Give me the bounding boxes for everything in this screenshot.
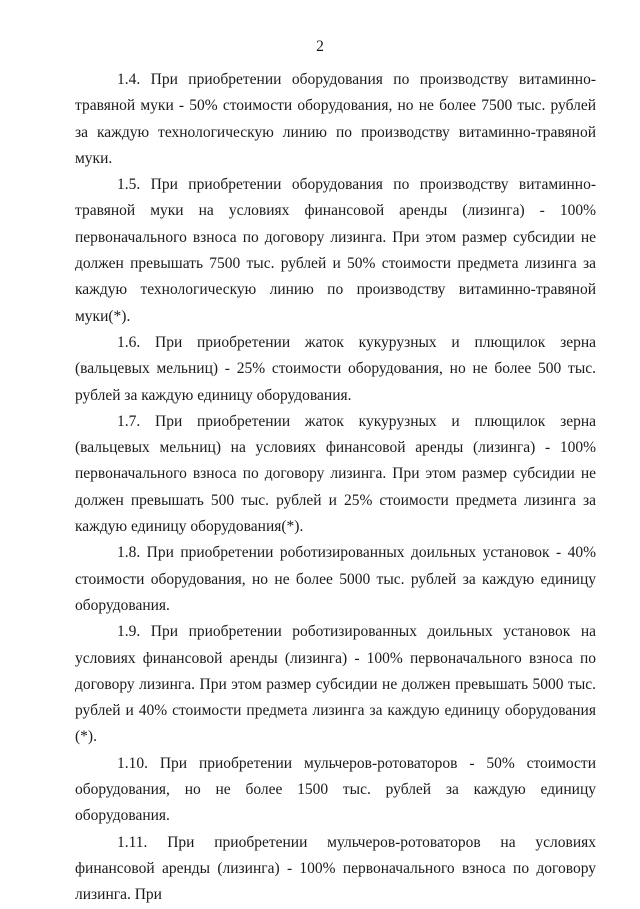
paragraph-1-9: 1.9. При приобретении роботизированных доильных установок на условиях финансовой аренды (лизинга) - 100% первоначального взноса по договору лизинга. При этом размер субсидии не должен превышать 5000 тыс. рублей и 40% стоимости предмета лизинга за каждую единицу оборудования (*).: [75, 623, 596, 746]
paragraph-1-6: 1.6. При приобретении жаток кукурузных и плющилок зерна (вальцевых мельниц) - 25% стоимости оборудования, но не более 500 тыс. рублей за каждую единицу оборудования.: [75, 333, 596, 404]
paragraph-1-11: 1.11. При приобретении мульчеров-ротоваторов на условиях финансовой аренды (лизинга) - 100% первоначального взноса по договору лизинга. При: [75, 833, 596, 904]
paragraph-1-4: 1.4. При приобретении оборудования по производству витаминно-травяной муки - 50% стоимости оборудования, но не более 7500 тыс. рублей за каждую технологическую линию по производству витаминно-травяной муки.: [75, 71, 596, 167]
document-body: [75, 67, 596, 909]
paragraph-1-5: 1.5. При приобретении оборудования по производству витаминно-травяной муки на условиях финансовой аренды (лизинга) - 100% первоначального взноса по договору лизинга. При этом размер субсидии не должен превышать 7500 тыс. рублей и 50% стоимости предмета лизинга за каждую технологическую линию по производству витаминно-травяной муки(*).: [75, 176, 596, 325]
paragraph-1-8: 1.8. При приобретении роботизированных доильных установок - 40% стоимости оборудования, но не более 5000 тыс. рублей за каждую единицу оборудования.: [75, 544, 596, 614]
paragraph-1-7: 1.7. При приобретении жаток кукурузных и плющилок зерна (вальцевых мельниц) на условиях финансовой аренды (лизинга) - 100% первоначального взноса по договору лизинга. При этом размер субсидии не должен превышать 500 тыс. рублей и 25% стоимости предмета лизинга за каждую единицу оборудования(*).: [75, 412, 596, 536]
page-number: 2: [316, 38, 324, 55]
paragraph-1-10: 1.10. При приобретении мульчеров-ротоваторов - 50% стоимости оборудования, но не более 1500 тыс. рублей за каждую единицу оборудования.: [75, 754, 596, 825]
